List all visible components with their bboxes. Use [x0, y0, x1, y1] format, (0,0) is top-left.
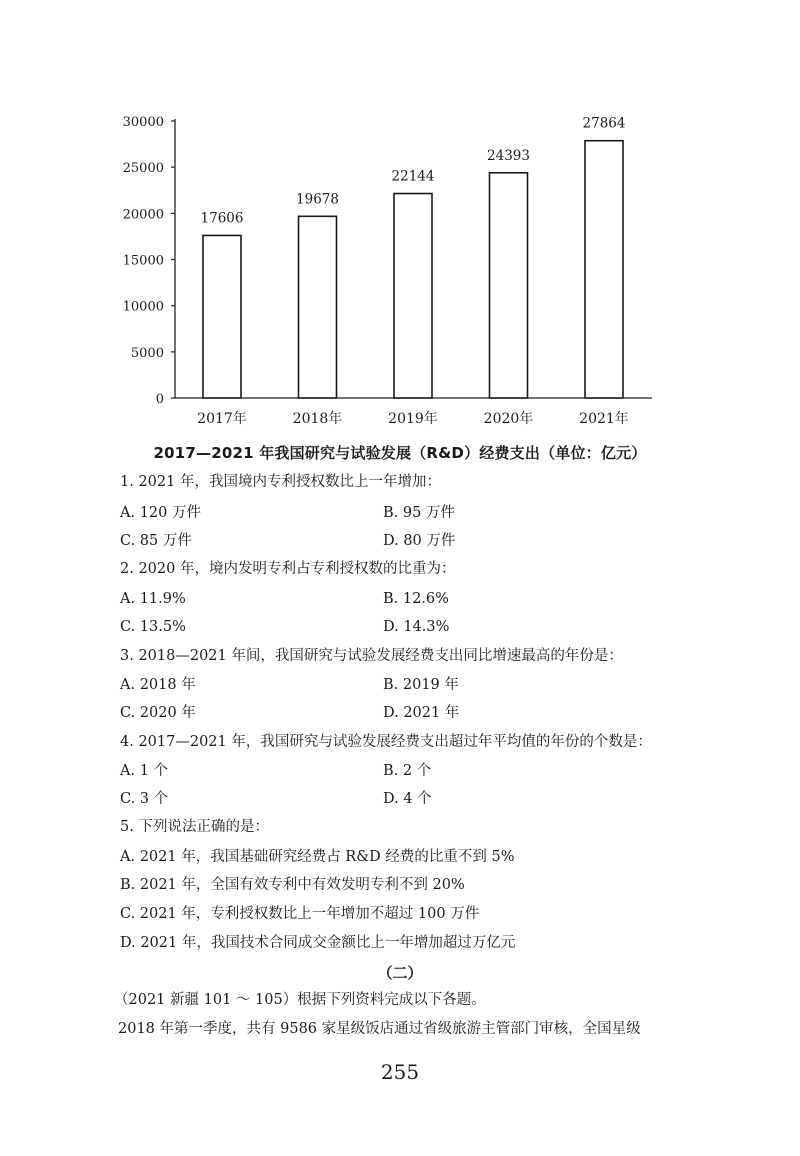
question-1-stem: 1. 2021 年，我国境内专利授权数比上一年增加：	[120, 474, 441, 490]
question-2-option-d: D. 14.3%	[383, 619, 450, 635]
question-4-option-b: B. 2 个	[383, 763, 432, 779]
bar	[203, 235, 241, 398]
question-1-option-b: B. 95 万件	[383, 505, 455, 521]
question-2-option-c: C. 13.5%	[120, 619, 186, 635]
question-4-option-a: A. 1 个	[120, 763, 169, 779]
bar-value-label: 27864	[582, 115, 626, 132]
bar	[394, 194, 432, 398]
page-number: 255	[380, 1060, 420, 1084]
question-3-option-a: A. 2018 年	[120, 677, 196, 693]
chart-title: 2017—2021 年我国研究与试验发展（R&D）经费支出（单位：亿元）	[153, 444, 647, 462]
question-4-option-c: C. 3 个	[120, 791, 169, 807]
y-tick-label: 30000	[122, 115, 164, 130]
y-tick-label: 5000	[130, 345, 164, 361]
question-5-stem: 5. 下列说法正确的是：	[120, 819, 269, 835]
bar-value-label: 24393	[487, 147, 530, 164]
question-1-option-c: C. 85 万件	[120, 533, 192, 549]
rd-expenditure-bar-chart	[0, 0, 800, 440]
y-tick-label: 10000	[122, 299, 164, 315]
question-1-option-d: D. 80 万件	[383, 533, 456, 549]
x-tick-label: 2020年	[483, 411, 534, 427]
question-2-option-a: A. 11.9%	[120, 591, 186, 607]
bar-value-label: 22144	[391, 168, 435, 185]
y-tick-label: 0	[155, 392, 164, 407]
section-title: （二）	[377, 964, 423, 982]
question-5-option-b: B. 2021 年，全国有效专利中有效发明专利不到 20%	[120, 877, 465, 893]
y-tick-label: 25000	[122, 161, 164, 177]
bar	[299, 216, 337, 398]
y-tick-label: 20000	[122, 207, 164, 223]
x-tick-label: 2018年	[292, 411, 343, 427]
question-1-option-a: A. 120 万件	[120, 505, 201, 521]
question-2-option-b: B. 12.6%	[383, 591, 449, 607]
question-3-stem: 3. 2018—2021 年间，我国研究与试验发展经费支出同比增速最高的年份是：	[120, 648, 623, 664]
x-tick-label: 2021年	[579, 411, 629, 427]
question-5-option-a: A. 2021 年，我国基础研究经费占 R&D 经费的比重不到 5%	[120, 849, 515, 865]
question-4-option-d: D. 4 个	[383, 791, 432, 807]
bar	[490, 173, 528, 398]
x-tick-label: 2017年	[197, 411, 247, 427]
section-text: 2018 年第一季度，共有 9586 家星级饭店通过省级旅游主管部门审核，全国星级	[118, 1021, 641, 1037]
bar-value-label: 17606	[200, 210, 244, 227]
question-3-option-c: C. 2020 年	[120, 705, 196, 721]
y-tick-label: 15000	[122, 253, 164, 269]
bar-value-label: 19678	[296, 191, 339, 208]
question-5-option-d: D. 2021 年，我国技术合同成交金额比上一年增加超过万亿元	[120, 935, 516, 951]
question-4-stem: 4. 2017—2021 年，我国研究与试验发展经费支出超过年平均值的年份的个数是：	[120, 734, 652, 750]
question-5-option-c: C. 2021 年，专利授权数比上一年增加不超过 100 万件	[120, 906, 480, 922]
question-3-option-d: D. 2021 年	[383, 705, 460, 721]
x-tick-label: 2019年	[388, 411, 438, 427]
section-intro: （2021 新疆 101 ～ 105）根据下列资料完成以下各题。	[114, 992, 486, 1008]
question-3-option-b: B. 2019 年	[383, 677, 459, 693]
question-2-stem: 2. 2020 年，境内发明专利占专利授权数的比重为：	[120, 561, 456, 577]
chart-labels	[123, 115, 629, 427]
bar	[585, 141, 623, 398]
